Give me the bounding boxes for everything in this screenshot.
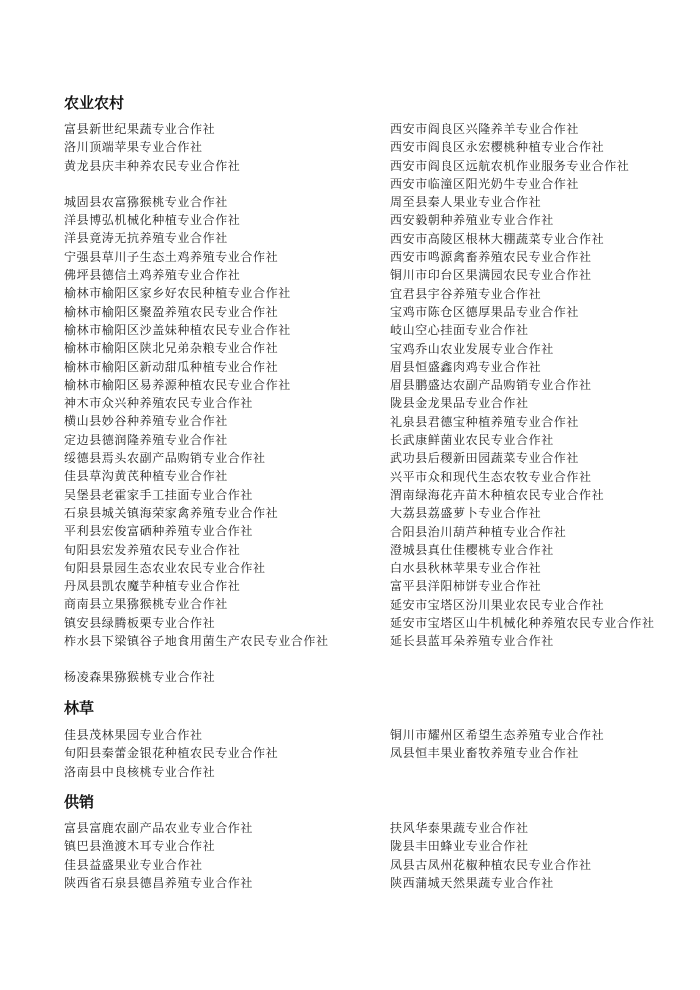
list-item: 延长县蓝耳朵养殖专业合作社 — [390, 634, 554, 649]
list-item: 周至县秦人果业专业合作社 — [390, 195, 542, 210]
list-item: 平利县宏俊富硒种养殖专业合作社 — [64, 524, 254, 539]
list-item: 延安市宝塔区山牛机械化种养殖农民专业合作社 — [390, 616, 655, 631]
forestry-right-column — [390, 726, 658, 763]
list-item: 榆林市榆阳区陕北兄弟杂粮专业合作社 — [64, 341, 279, 356]
list-item: 旬阳县景园生态农业农民专业合作社 — [64, 560, 266, 575]
list-item: 西安市阎良区兴隆养羊专业合作社 — [390, 122, 580, 136]
section-title-agriculture: 农业农村 — [64, 94, 125, 112]
list-item: 旬阳县宏发养殖农民专业合作社 — [64, 542, 241, 557]
list-item: 洛川顶端苹果专业合作社 — [64, 140, 203, 155]
list-item: 西安毅朝种养殖业专业合作社 — [390, 213, 554, 228]
supply-right-column — [390, 819, 658, 892]
list-item: 杨凌森果猕猴桃专业合作社 — [64, 670, 216, 685]
list-item: 延安市宝塔区汾川果业农民专业合作社 — [390, 597, 605, 612]
list-item: 洛南县中良核桃专业合作社 — [64, 764, 216, 779]
supply-left-column — [64, 819, 382, 892]
list-item: 大荔县荔盛萝卜专业合作社 — [390, 506, 542, 521]
list-item: 镇安县绿腾板栗专业合作社 — [64, 615, 216, 630]
list-item: 白水县秋林苹果专业合作社 — [390, 561, 542, 576]
forestry-left-column — [64, 726, 382, 781]
list-item: 柞水县下梁镇谷子地食用菌生产农民专业合作社 — [64, 634, 329, 649]
list-item: 渭南绿海花卉苗木种植农民专业合作社 — [390, 487, 605, 502]
list-item: 旬阳县秦蕾金银花种植农民专业合作社 — [64, 746, 279, 761]
list-item: 武功县后稷新田园蔬菜专业合作社 — [390, 451, 580, 466]
list-item: 神木市众兴种养殖农民专业合作社 — [64, 396, 254, 411]
list-item: 商南县立果猕猴桃专业合作社 — [64, 597, 228, 612]
list-item: 富县富鹿农副产品农业专业合作社 — [64, 821, 254, 835]
list-item: 城固县农富猕猴桃专业合作社 — [64, 194, 228, 209]
list-item: 长武康鲜菌业农民专业合作社 — [390, 433, 554, 448]
list-item: 扶风华泰果蔬专业合作社 — [390, 821, 529, 835]
agriculture-left-column — [64, 120, 382, 687]
list-item: 富平县洋阳柿饼专业合作社 — [390, 579, 542, 594]
list-item: 洋县博弘机械化种植专业合作社 — [64, 213, 241, 228]
list-item: 石泉县城关镇海荣家禽养殖专业合作社 — [64, 505, 279, 520]
list-item: 洋县竟涛无抗养殖专业合作社 — [64, 231, 228, 246]
list-item: 榆林市榆阳区家乡好农民种植专业合作社 — [64, 286, 291, 301]
list-item: 丹凤县凯农魔芋种植专业合作社 — [64, 579, 241, 594]
list-item: 西安市鸣源禽畜养殖农民专业合作社 — [390, 250, 592, 265]
list-item: 榆林市榆阳区新动甜瓜种植专业合作社 — [64, 359, 279, 374]
list-item: 镇巴县渔渡木耳专业合作社 — [64, 839, 216, 854]
list-item: 佳县益盛果业专业合作社 — [64, 857, 203, 872]
list-item: 佳县草沟黄芪种植专业合作社 — [64, 469, 228, 484]
list-item: 佳县茂林果园专业合作社 — [64, 728, 203, 742]
list-item: 绥德县焉头农副产品购销专业合作社 — [64, 451, 266, 466]
list-item: 宝鸡市陈仓区德厚果品专业合作社 — [390, 304, 580, 319]
list-item: 西安市阎良区永宏樱桃种植专业合作社 — [390, 140, 605, 155]
list-item: 澄城县真仕佳樱桃专业合作社 — [390, 542, 554, 557]
list-item: 兴平市众和现代生态农牧专业合作社 — [390, 469, 592, 484]
list-item: 榆林市榆阳区聚盈养殖农民专业合作社 — [64, 304, 279, 319]
list-item: 横山县妙谷种养殖专业合作社 — [64, 414, 228, 429]
list-item: 眉县鹏盛达农副产品购销专业合作社 — [390, 378, 592, 393]
list-item: 凤县古凤州花椒种植农民专业合作社 — [390, 857, 592, 872]
list-item: 黄龙县庆丰种养农民专业合作社 — [64, 158, 241, 173]
list-item: 凤县恒丰果业畜牧养殖专业合作社 — [390, 746, 580, 761]
list-item: 富县新世纪果蔬专业合作社 — [64, 122, 216, 136]
list-item: 合阳县治川葫芦种植专业合作社 — [390, 524, 567, 539]
section-title-forestry: 林草 — [64, 699, 95, 717]
list-item: 宜君县宇谷养殖专业合作社 — [390, 286, 542, 301]
list-item: 榆林市榆阳区易养源种植农民专业合作社 — [64, 377, 291, 392]
list-item: 吴堡县老霍家手工挂面专业合作社 — [64, 487, 254, 502]
list-item: 宁强县草川子生态土鸡养殖专业合作社 — [64, 249, 279, 264]
list-item: 陕西蒲城天然果蔬专业合作社 — [390, 875, 554, 890]
list-item: 陕西省石泉县德昌养殖专业合作社 — [64, 875, 254, 890]
list-item: 眉县恒盛鑫肉鸡专业合作社 — [390, 359, 542, 374]
list-item: 定边县德润隆养殖专业合作社 — [64, 432, 228, 447]
list-item: 铜川市印台区果满园农民专业合作社 — [390, 268, 592, 283]
list-item: 佛坪县德信土鸡养殖专业合作社 — [64, 268, 241, 283]
list-item: 西安市临潼区阳光奶牛专业合作社 — [390, 176, 580, 191]
list-item: 陇县金龙果品专业合作社 — [390, 396, 529, 411]
section-title-supply-marketing: 供销 — [64, 793, 95, 811]
list-item: 榆林市榆阳区沙盖妹种植农民专业合作社 — [64, 322, 291, 337]
list-item: 礼泉县君德宝种植养殖专业合作社 — [390, 414, 580, 429]
agriculture-right-column — [390, 120, 658, 651]
list-item: 宝鸡乔山农业发展专业合作社 — [390, 341, 554, 356]
list-item: 西安市高陵区根林大棚蔬菜专业合作社 — [390, 231, 605, 246]
list-item: 西安市阎良区远航农机作业服务专业合作社 — [390, 158, 630, 173]
list-item: 铜川市耀州区希望生态养殖专业合作社 — [390, 728, 605, 742]
list-item: 陇县丰田蜂业专业合作社 — [390, 839, 529, 854]
list-item: 岐山空心挂面专业合作社 — [390, 323, 529, 338]
